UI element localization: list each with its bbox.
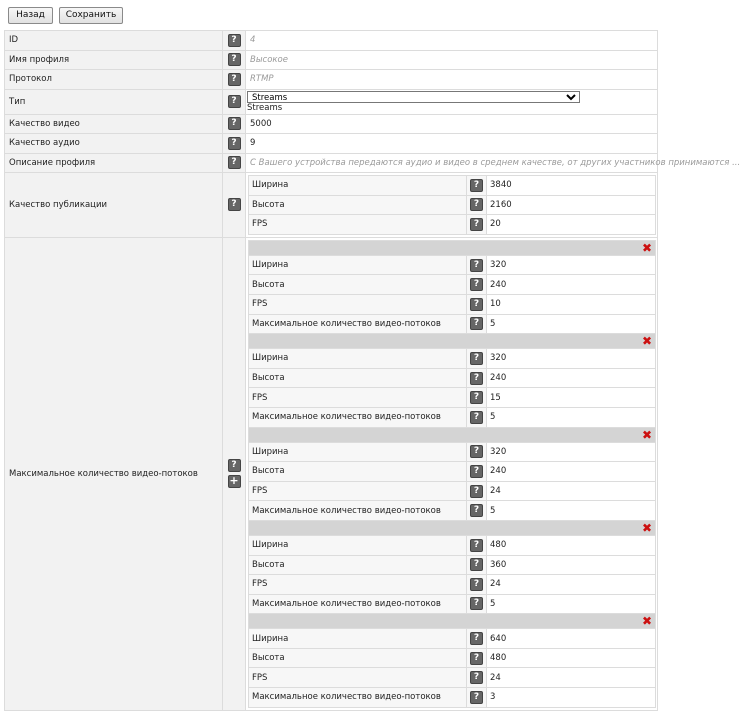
stream-field-value[interactable]: 360 xyxy=(487,555,656,575)
help-icon[interactable]: ? xyxy=(470,218,483,231)
help-icon[interactable]: ? xyxy=(470,259,483,272)
stream-group-row xyxy=(249,349,656,369)
profile-name-label: Имя профиля xyxy=(5,50,223,70)
save-button[interactable]: Сохранить xyxy=(59,7,123,24)
stream-group-row xyxy=(249,255,656,275)
help-icon[interactable]: ? xyxy=(470,671,483,684)
stream-field-label: FPS xyxy=(249,481,467,501)
type-caption: Streams xyxy=(247,102,283,113)
row-publish-quality xyxy=(5,173,658,238)
stream-field-value[interactable]: 15 xyxy=(487,388,656,408)
help-icon[interactable]: ? xyxy=(228,95,241,108)
help-icon[interactable]: ? xyxy=(470,411,483,424)
stream-group-header xyxy=(249,240,656,255)
stream-field-value[interactable]: 320 xyxy=(487,349,656,369)
stream-group-row xyxy=(249,388,656,408)
stream-field-label: Ширина xyxy=(249,349,467,369)
publish-row-label: Ширина xyxy=(249,176,467,196)
remove-icon[interactable]: ✖ xyxy=(641,240,652,255)
stream-field-value[interactable]: 5 xyxy=(487,594,656,614)
stream-group-row xyxy=(249,648,656,668)
help-icon[interactable]: ? xyxy=(470,558,483,571)
stream-field-label: Максимальное количество видео-потоков xyxy=(249,407,467,427)
stream-group-row xyxy=(249,501,656,521)
stream-field-value[interactable]: 240 xyxy=(487,275,656,295)
help-icon[interactable]: ? xyxy=(470,372,483,385)
stream-field-label: Высота xyxy=(249,648,467,668)
stream-field-label: FPS xyxy=(249,388,467,408)
help-icon[interactable]: ? xyxy=(470,198,483,211)
stream-group-row xyxy=(249,294,656,314)
help-icon[interactable]: ? xyxy=(470,179,483,192)
publish-row-label: Высота xyxy=(249,195,467,215)
back-button[interactable]: Назад xyxy=(8,7,53,24)
stream-group-row xyxy=(249,575,656,595)
type-label: Тип xyxy=(5,89,223,114)
stream-field-value[interactable]: 24 xyxy=(487,481,656,501)
publish-row xyxy=(249,176,656,196)
help-icon[interactable]: ? xyxy=(228,53,241,66)
stream-field-label: Высота xyxy=(249,275,467,295)
stream-field-label: Максимальное количество видео-потоков xyxy=(249,594,467,614)
help-icon[interactable]: ? xyxy=(470,465,483,478)
stream-field-value[interactable]: 320 xyxy=(487,442,656,462)
stream-group-row xyxy=(249,407,656,427)
stream-field-label: Ширина xyxy=(249,629,467,649)
add-icon[interactable]: + xyxy=(229,474,239,488)
publish-row-value[interactable]: 3840 xyxy=(487,176,656,196)
help-icon[interactable]: ? xyxy=(228,137,241,150)
publish-row xyxy=(249,215,656,235)
help-icon[interactable]: ? xyxy=(470,298,483,311)
stream-group-header xyxy=(249,334,656,349)
remove-icon[interactable]: ✖ xyxy=(641,427,652,442)
help-icon[interactable]: ? xyxy=(470,578,483,591)
help-icon[interactable]: ? xyxy=(470,352,483,365)
id-label: ID xyxy=(5,31,223,51)
stream-group-row xyxy=(249,668,656,688)
video-quality-field[interactable]: 5000 xyxy=(246,114,658,134)
id-value: 4 xyxy=(246,31,658,51)
stream-field-label: Высота xyxy=(249,462,467,482)
stream-group-row xyxy=(249,442,656,462)
row-max-streams xyxy=(5,237,658,710)
stream-field-label: Максимальное количество видео-потоков xyxy=(249,314,467,334)
stream-field-value[interactable]: 240 xyxy=(487,368,656,388)
help-icon[interactable]: ? xyxy=(470,504,483,517)
row-video-quality xyxy=(5,114,658,134)
stream-field-label: Максимальное количество видео-потоков xyxy=(249,501,467,521)
stream-field-value[interactable]: 240 xyxy=(487,462,656,482)
stream-group-row xyxy=(249,555,656,575)
stream-group-header xyxy=(249,614,656,629)
max-streams-table xyxy=(248,240,656,708)
stream-field-value[interactable]: 480 xyxy=(487,535,656,555)
stream-field-value[interactable]: 5 xyxy=(487,314,656,334)
row-id xyxy=(5,31,658,51)
stream-field-label: FPS xyxy=(249,668,467,688)
publish-row xyxy=(249,195,656,215)
stream-field-label: Ширина xyxy=(249,442,467,462)
stream-field-value[interactable]: 3 xyxy=(487,688,656,708)
help-icon[interactable]: ? xyxy=(228,459,241,472)
publish-row-value[interactable]: 2160 xyxy=(487,195,656,215)
stream-field-label: Высота xyxy=(249,555,467,575)
publish-row-value[interactable]: 20 xyxy=(487,215,656,235)
stream-field-value[interactable]: 5 xyxy=(487,407,656,427)
row-profile-name xyxy=(5,50,658,70)
audio-quality-field[interactable]: 9 xyxy=(246,134,658,154)
help-icon[interactable]: ? xyxy=(228,156,241,169)
publish-row-label: FPS xyxy=(249,215,467,235)
stream-field-value[interactable]: 640 xyxy=(487,629,656,649)
row-protocol xyxy=(5,70,658,90)
video-quality-label: Качество видео xyxy=(5,114,223,134)
profile-form xyxy=(4,30,740,711)
stream-field-value[interactable]: 10 xyxy=(487,294,656,314)
help-icon[interactable]: ? xyxy=(470,597,483,610)
stream-field-label: Ширина xyxy=(249,255,467,275)
stream-field-label: FPS xyxy=(249,294,467,314)
stream-field-value[interactable]: 320 xyxy=(487,255,656,275)
row-audio-quality xyxy=(5,134,658,154)
publish-quality-table xyxy=(248,175,656,235)
stream-field-label: Высота xyxy=(249,368,467,388)
help-icon[interactable]: ? xyxy=(228,34,241,47)
stream-group-header xyxy=(249,520,656,535)
stream-field-value[interactable]: 24 xyxy=(487,575,656,595)
stream-field-value[interactable]: 480 xyxy=(487,648,656,668)
stream-group-header xyxy=(249,427,656,442)
row-type xyxy=(5,89,658,114)
stream-group-row xyxy=(249,688,656,708)
help-icon[interactable]: ? xyxy=(470,445,483,458)
help-icon[interactable]: ? xyxy=(470,391,483,404)
remove-icon[interactable]: ✖ xyxy=(641,334,652,349)
help-icon[interactable]: ? xyxy=(470,278,483,291)
stream-field-value[interactable]: 5 xyxy=(487,501,656,521)
type-select[interactable] xyxy=(247,91,580,103)
help-icon[interactable]: ? xyxy=(228,73,241,86)
row-description xyxy=(5,153,658,173)
help-icon[interactable]: ? xyxy=(470,652,483,665)
stream-group-row xyxy=(249,275,656,295)
stream-group-row xyxy=(249,535,656,555)
max-streams-label: Максимальное количество видео-потоков xyxy=(5,237,223,710)
stream-group-row xyxy=(249,368,656,388)
stream-group-row xyxy=(249,629,656,649)
stream-group-row xyxy=(249,462,656,482)
help-icon[interactable]: ? xyxy=(228,198,241,211)
description-field[interactable]: С Вашего устройства передаются аудио и видео в среднем качестве, от других участников принимаются ... xyxy=(246,153,658,173)
stream-group-row xyxy=(249,594,656,614)
stream-group-row xyxy=(249,314,656,334)
help-icon[interactable]: ? xyxy=(228,117,241,130)
stream-field-label: Максимальное количество видео-потоков xyxy=(249,688,467,708)
help-icon[interactable]: ? xyxy=(470,485,483,498)
protocol-label: Протокол xyxy=(5,70,223,90)
help-icon[interactable]: ? xyxy=(470,317,483,330)
stream-field-label: FPS xyxy=(249,575,467,595)
remove-icon[interactable]: ✖ xyxy=(641,520,652,535)
audio-quality-label: Качество аудио xyxy=(5,134,223,154)
description-label: Описание профиля xyxy=(5,153,223,173)
protocol-field[interactable]: RTMP xyxy=(246,70,658,90)
stream-field-label: Ширина xyxy=(249,535,467,555)
help-icon[interactable]: ? xyxy=(470,691,483,704)
publish-quality-label: Качество публикации xyxy=(5,173,223,238)
help-icon[interactable]: ? xyxy=(470,632,483,645)
stream-group-row xyxy=(249,481,656,501)
help-icon[interactable]: ? xyxy=(470,539,483,552)
remove-icon[interactable]: ✖ xyxy=(641,614,652,629)
profile-name-field[interactable]: Высокое xyxy=(246,50,658,70)
stream-field-value[interactable]: 24 xyxy=(487,668,656,688)
